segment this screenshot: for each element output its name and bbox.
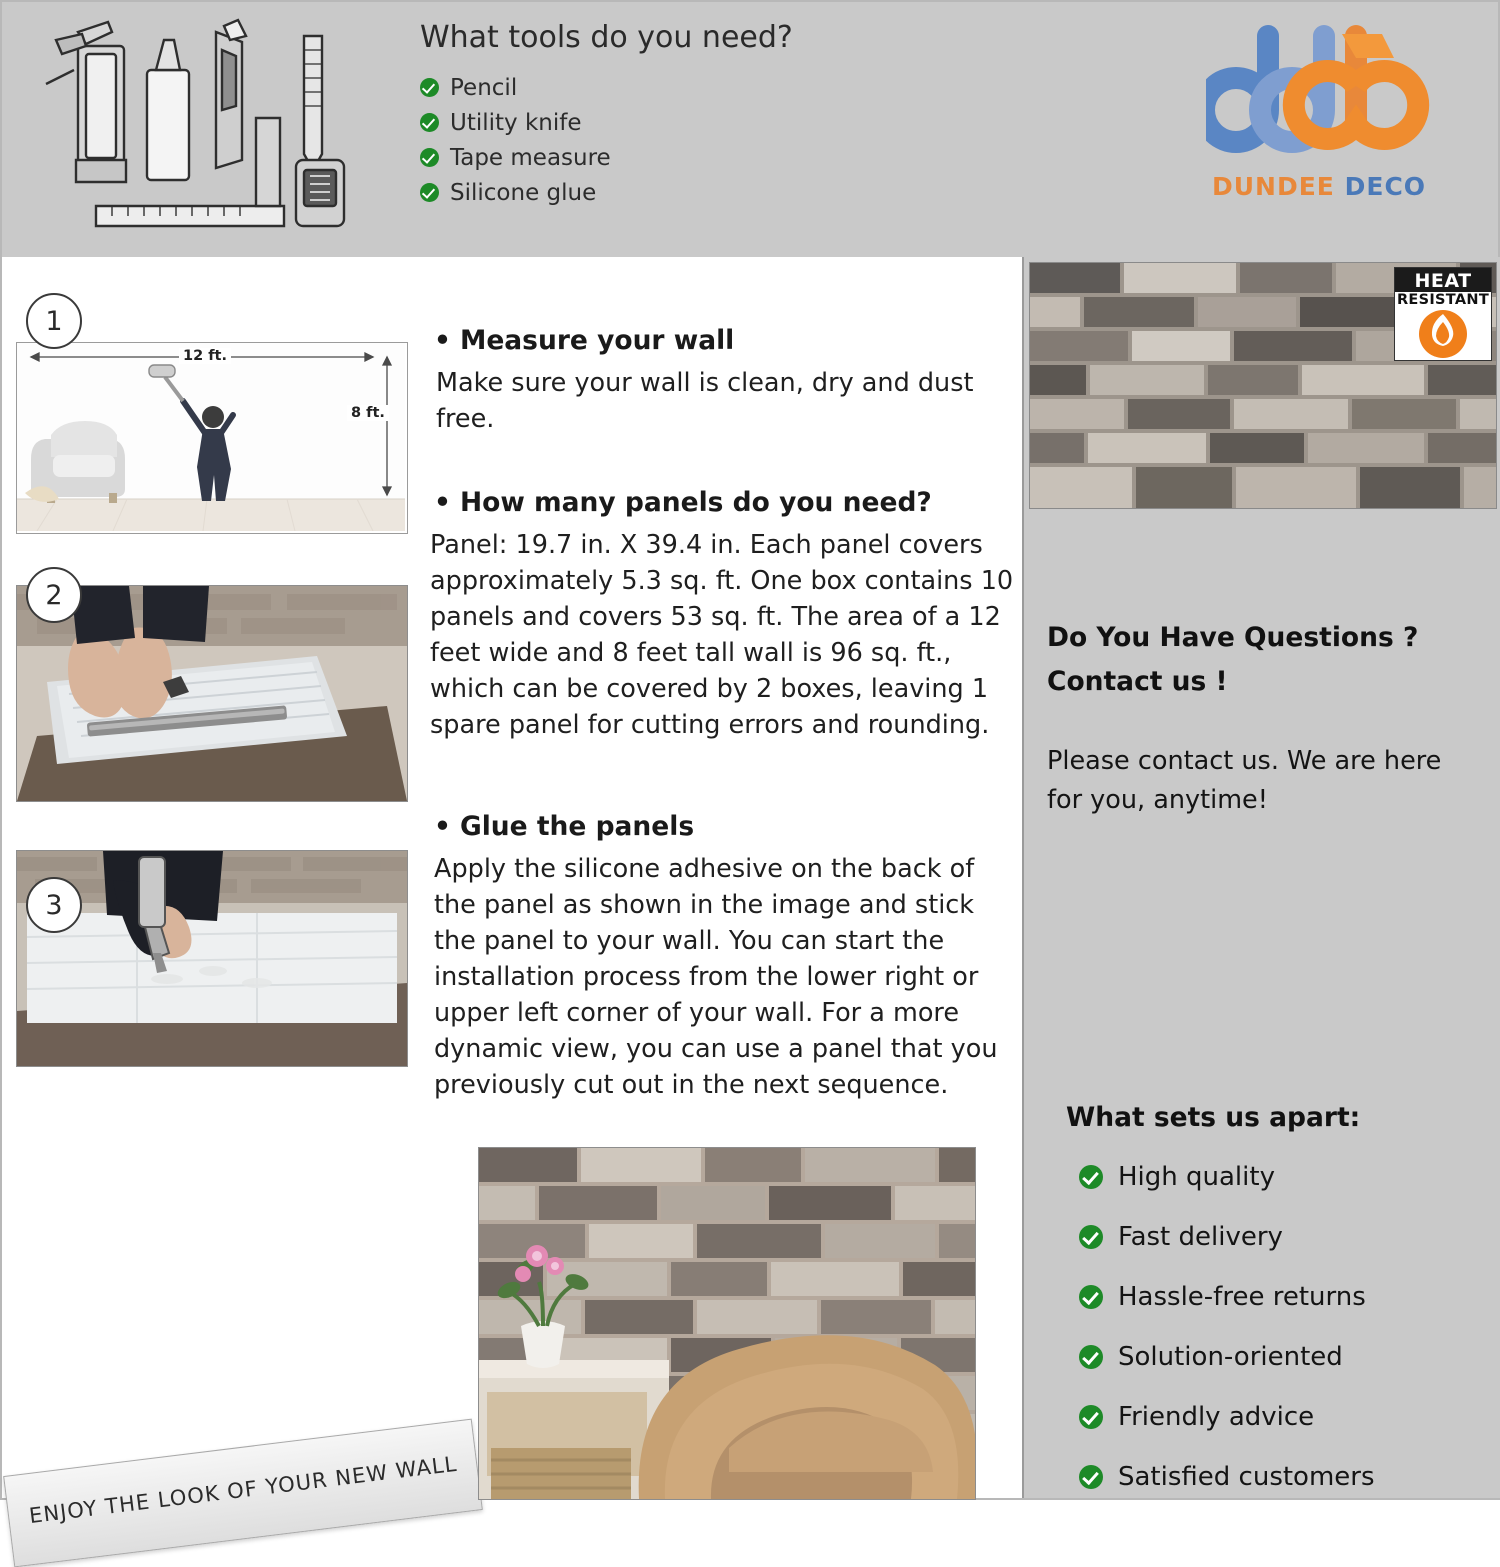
bullet-icon: •: [434, 487, 451, 518]
bullet-icon: •: [434, 811, 451, 842]
section-body-glue: Apply the silicone adhesive on the back of the panel as shown in the image and stick the panel to your wall. You can start the installation process from the lower right or upper left corner of your wall. For a more dynamic view, you can use a panel that you previously cut out in the next sequence.: [434, 854, 998, 1100]
photo-brick-panel: [1029, 262, 1497, 509]
step-number: 3: [45, 889, 63, 921]
list-item: [1079, 1327, 1499, 1387]
check-circle-icon: [420, 148, 439, 167]
check-circle-icon: [1079, 1285, 1103, 1309]
tool-label: Pencil: [450, 74, 518, 101]
section-body-panels: Panel: 19.7 in. X 39.4 in. Each panel covers approximately 5.3 sq. ft. One box contains 10 panels and covers 53 sq. ft. The area of a 12 feet wide and 8 feet tall wall is 96 sq. ft., which can be covered by 2 boxes, leaving 1 spare panel for cutting errors and rounding.: [430, 530, 1014, 740]
list-item-label: Hassle-free returns: [1118, 1282, 1366, 1312]
tool-label: Utility knife: [450, 109, 582, 136]
section-body-measure: Make sure your wall is clean, dry and dust free.: [436, 368, 974, 434]
tool-item: [420, 70, 940, 105]
heat-badge-title: HEAT: [1395, 268, 1491, 292]
tool-item: [420, 140, 940, 175]
photo-glue-panel: [16, 850, 408, 1067]
check-circle-icon: [1079, 1345, 1103, 1369]
check-circle-icon: [1079, 1225, 1103, 1249]
questions-heading-line2: Contact us !: [1047, 666, 1228, 697]
sidebar-column: [1022, 257, 1500, 1498]
utility-knife-icon: [216, 20, 246, 168]
silicone-cartridge-icon: [147, 40, 189, 180]
pencil-icon: [304, 36, 322, 170]
flame-icon: [1395, 308, 1491, 360]
section-heading-glue: • Glue the panels: [434, 811, 695, 842]
list-item-label: Satisfied customers: [1118, 1462, 1375, 1492]
photo-cut-panel: [16, 585, 408, 802]
check-circle-icon: [1079, 1405, 1103, 1429]
enjoy-banner-text: ENJOY THE LOOK OF YOUR NEW WALL: [27, 1451, 459, 1529]
check-circle-icon: [1079, 1465, 1103, 1489]
tool-label: Silicone glue: [450, 179, 597, 206]
bullet-icon: •: [434, 325, 451, 356]
what-sets-us-apart-list: [1079, 1147, 1499, 1507]
step-number: 2: [45, 579, 63, 611]
questions-body: Please contact us. We are here for you, anytime!: [1047, 746, 1442, 815]
wall-height-label: 8 ft.: [347, 405, 389, 421]
instructions-column: [2, 257, 1022, 1529]
check-circle-icon: [420, 183, 439, 202]
heat-resistant-badge: [1394, 267, 1492, 361]
list-item: [1079, 1147, 1499, 1207]
header: [2, 2, 1498, 259]
logo-word-deco: DECO: [1344, 172, 1427, 201]
logo-mark-icon: [1206, 24, 1436, 164]
what-sets-us-apart-heading: What sets us apart:: [1066, 1102, 1361, 1133]
tool-item: [420, 105, 940, 140]
list-item: [1079, 1267, 1499, 1327]
questions-heading-line1: Do You Have Questions ?: [1047, 622, 1419, 653]
list-item: [1079, 1207, 1499, 1267]
check-circle-icon: [1079, 1165, 1103, 1189]
tool-label: Tape measure: [450, 144, 611, 171]
logo-word-dundee: DUNDEE: [1212, 172, 1335, 201]
tools-illustration: [16, 10, 396, 240]
step-number: 1: [45, 305, 63, 337]
caulking-gun-icon: [46, 22, 126, 182]
list-item-label: Friendly advice: [1118, 1402, 1315, 1432]
logo-wordmark: [1212, 172, 1426, 201]
check-circle-icon: [420, 78, 439, 97]
enjoy-banner: [3, 1419, 483, 1567]
check-circle-icon: [420, 113, 439, 132]
list-item-label: Fast delivery: [1118, 1222, 1283, 1252]
tools-title: What tools do you need?: [420, 20, 793, 55]
heat-badge-subtitle: RESISTANT: [1396, 292, 1490, 308]
tools-list: [420, 70, 940, 210]
list-item-label: High quality: [1118, 1162, 1275, 1192]
section-heading-measure: • Measure your wall: [434, 325, 735, 356]
list-item: [1079, 1387, 1499, 1447]
step-badge-1: [26, 293, 82, 349]
wall-measure-diagram: [16, 342, 408, 534]
tool-item: [420, 175, 940, 210]
section-heading-panels: • How many panels do you need?: [434, 487, 932, 518]
list-item-label: Solution-oriented: [1118, 1342, 1343, 1372]
tape-measure-icon: [296, 160, 344, 226]
wall-width-label: 12 ft.: [179, 348, 231, 364]
list-item: [1079, 1447, 1499, 1507]
photo-finished-wall: [478, 1147, 976, 1500]
step-badge-2: [26, 567, 82, 623]
brand-logo: [1206, 24, 1456, 224]
step-badge-3: [26, 877, 82, 933]
